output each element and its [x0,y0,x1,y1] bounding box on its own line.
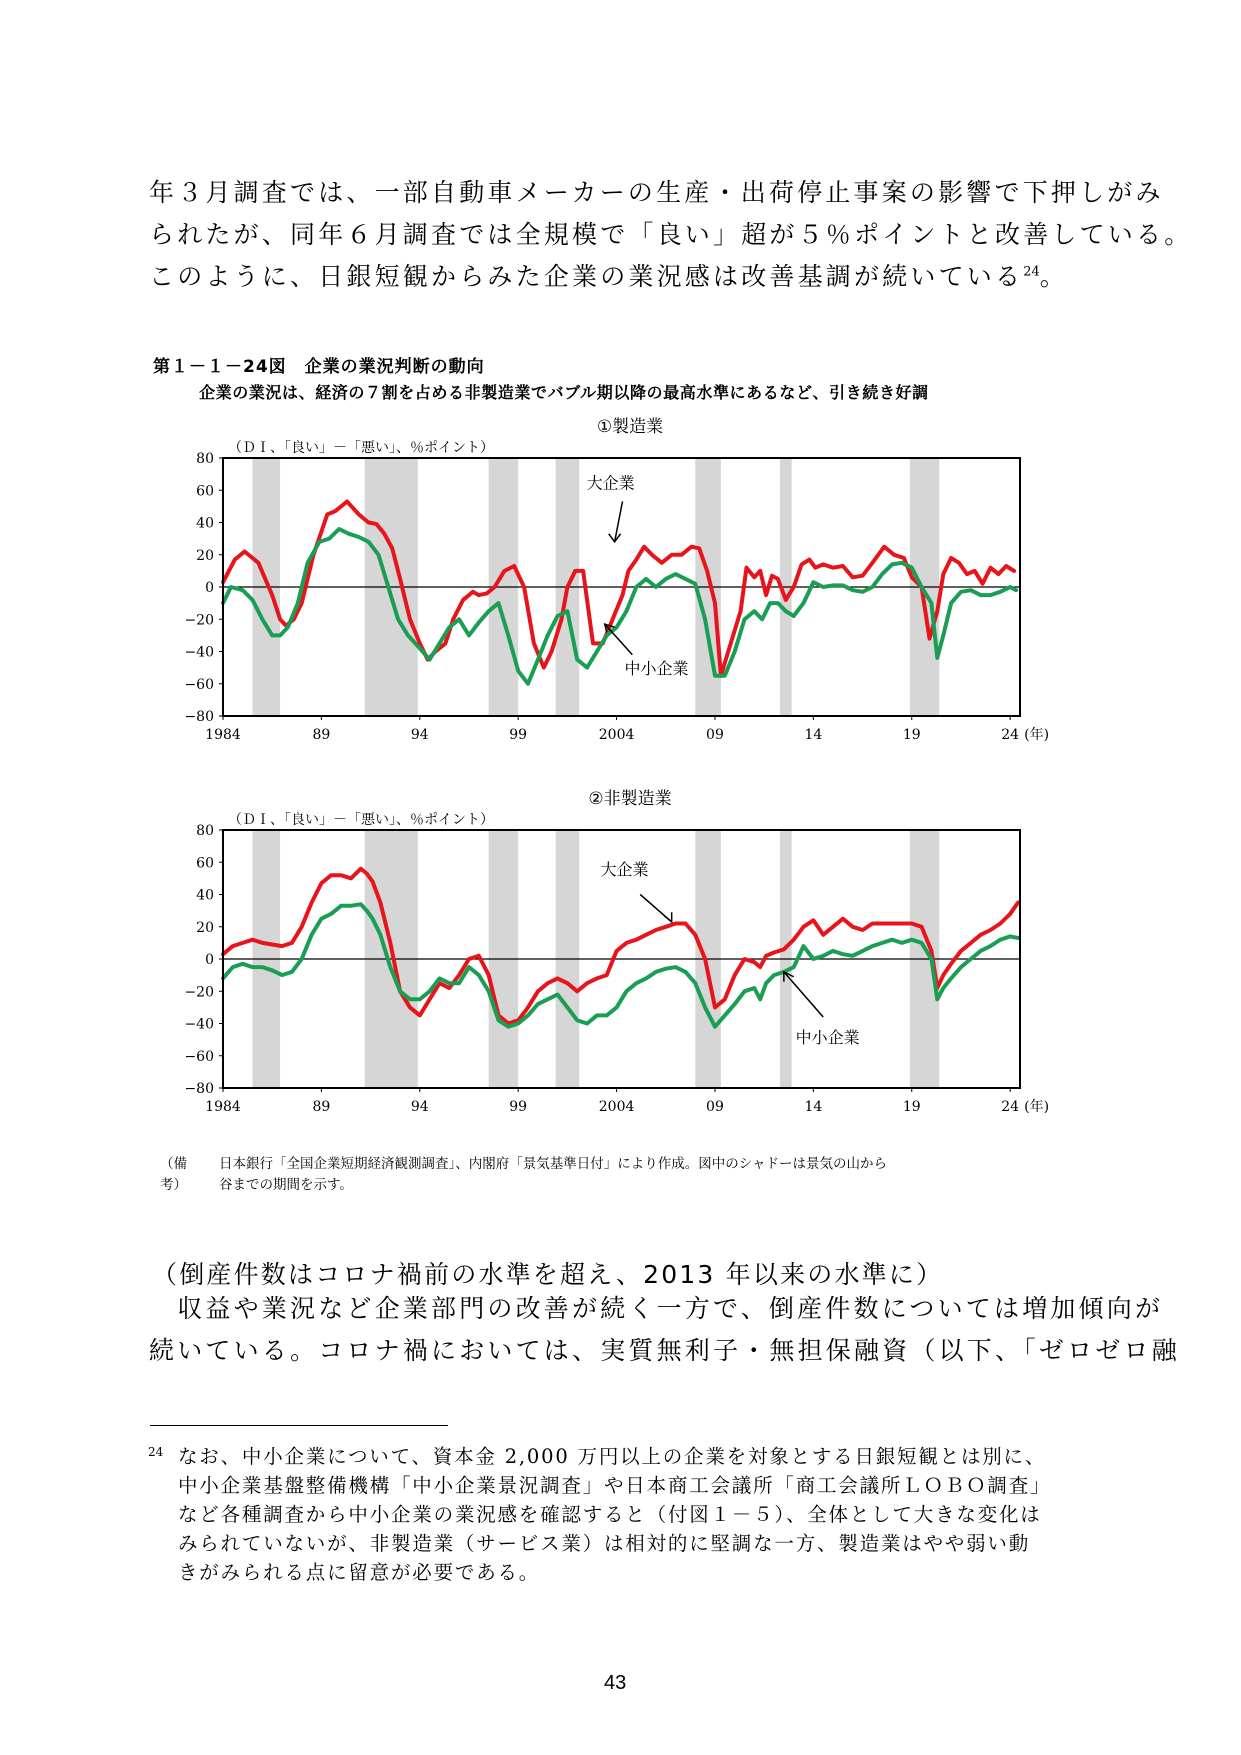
footnote-line-1: なお、中小企業について、資本金 2,000 万円以上の企業を対象とする日銀短観とは別に、 [178,1445,1047,1468]
note-line-1: 日本銀行「全国企業短期経済観測調査」、内閣府「景気基準日付」により作成。図中のシャドーは景気の山から [219,1156,887,1172]
y-tick-label: −80 [184,1081,214,1097]
y-tick-label: −40 [184,644,214,661]
section-heading: （倒産件数はコロナ禍前の水準を超え、2013 年以来の水準に） [152,1260,944,1289]
footnote-number: 24 [148,1445,164,1459]
footnote-line-3: など各種調査から中小企業の業況感を確認すると（付図１－５）、全体として大きな変化は [178,1503,1042,1526]
x-tick-label: 09 [706,1099,724,1115]
y-tick-label: −20 [184,984,214,1001]
x-tick-label: 19 [902,1099,921,1115]
x-unit-label: (年) [1024,1099,1050,1115]
note-label: （備考） [160,1156,187,1193]
x-tick-label: 24 [1001,1099,1020,1115]
y-tick-label: −40 [184,1016,214,1033]
y-tick-label: −80 [184,709,214,725]
smes-label: 中小企業 [795,1027,860,1047]
footnote-line-2: 中小企業基盤整備機構「中小企業景況調査」や日本商工会議所「商工会議所ＬＯＢＯ調査」 [178,1474,1052,1497]
section-line-2: 続いている。コロナ禍においては、実質無利子・無担保融資（以下、「ゼロゼロ融 [149,1336,1180,1365]
x-tick-label: 2004 [598,727,635,743]
chart-title: ②非製造業 [588,789,672,809]
x-tick-label: 89 [312,1099,331,1115]
x-tick-label: 24 [1001,727,1020,743]
large-firms-label: 大企業 [586,473,635,493]
y-tick-label: 20 [196,547,214,564]
figure-title: 第１－１－24図 企業の業況判断の動向 [153,357,485,377]
x-tick-label: 14 [804,1099,823,1115]
x-tick-label: 2004 [598,1099,635,1115]
section-paragraph [149,1288,1180,1372]
x-tick-label: 09 [706,727,724,743]
y-tick-label: −60 [184,676,214,693]
y-tick-label: 20 [196,919,214,936]
footnote-line-5: きがみられる点に留意が必要である。 [178,1561,541,1584]
smes-label: 中小企業 [624,659,689,679]
x-tick-label: 94 [410,1099,429,1115]
y-axis-label: （ＤＩ、「良い」－「悪い」、％ポイント） [228,812,494,828]
x-tick-label: 1984 [205,727,241,743]
x-tick-label: 19 [902,727,921,743]
note-line-2: 谷までの期間を示す。 [219,1177,353,1193]
x-tick-label: 14 [804,727,823,743]
large-firms-line [223,502,1014,679]
chart-title: ①製造業 [596,417,664,437]
x-tick-label: 1984 [205,1099,241,1115]
section-line-1: 収益や業況など企業部門の改善が続く一方で、倒産件数については増加傾向が [149,1294,1164,1323]
y-tick-label: 40 [196,887,214,904]
x-tick-label: 94 [410,727,429,743]
y-axis-label: （ＤＩ、「良い」－「悪い」、％ポイント） [228,440,494,456]
page-number: 43 [604,1672,627,1694]
intro-line-1: 年３月調査では、一部自動車メーカーの生産・出荷停止事案の影響で下押しがみ [149,178,1164,207]
footnote-line-4: みられていないが、非製造業（サービス業）は相対的に堅調な一方、製造業はやや弱い動 [178,1532,1031,1555]
y-tick-label: 40 [196,515,214,532]
y-tick-label: 80 [196,823,214,839]
x-tick-label: 99 [509,727,528,743]
footnote-divider [150,1425,448,1426]
y-tick-label: 0 [205,952,214,968]
footnote-ref[interactable]: 24 [1023,264,1040,280]
x-unit-label: (年) [1024,727,1050,743]
large-firms-arrowhead [664,912,672,922]
non-manufacturing-chart [0,782,1241,1132]
manufacturing-chart [0,410,1241,760]
figure-subtitle: 企業の業況は、経済の７割を占める非製造業でバブル期以降の最高水準にあるなど、引き続き好調 [199,383,929,402]
y-tick-label: 60 [196,483,214,500]
intro-line-2: られたが、同年６月調査では全規模で「良い」超が５％ポイントと改善している。 [149,220,1193,249]
large-firms-label: 大企業 [600,860,649,880]
intro-paragraph [149,172,1193,298]
y-tick-label: 0 [205,580,214,596]
x-tick-label: 89 [312,727,331,743]
y-tick-label: 60 [196,855,214,872]
large-firms-arrowhead [609,534,621,542]
y-tick-label: −20 [184,612,214,629]
smes-arrow [605,624,633,655]
y-tick-label: −60 [184,1048,214,1065]
x-tick-label: 99 [509,1099,528,1115]
intro-line-3: このように、日銀短観からみた企業の業況感は改善基調が続いている$^{24}$。 [149,262,1068,291]
y-tick-label: 80 [196,451,214,467]
